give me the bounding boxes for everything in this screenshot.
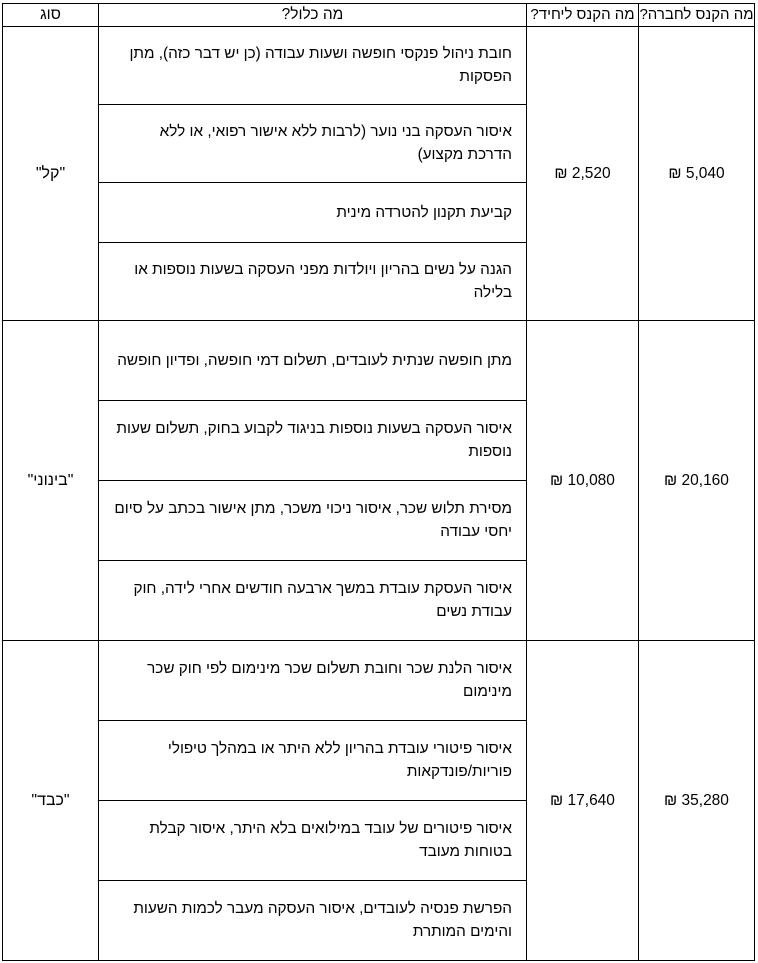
- list-item: איסור העסקה בני נוער (לרבות ללא אישור רפואי, או ללא הדרכת מקצוע): [99, 105, 526, 183]
- list-item: איסור פיטורי עובדת בהריון ללא היתר או במהלך טיפולי פוריות/פונדקאות: [99, 721, 526, 801]
- header-type: סוג: [3, 4, 99, 27]
- table-row: [3, 641, 755, 961]
- individual-fine-medium: 10,080 ₪: [527, 321, 639, 641]
- items-light: [99, 27, 527, 321]
- list-item: איסור העסקת עובדת במשך ארבעה חודשים אחרי לידה, חוק עבודת נשים: [133, 579, 512, 621]
- table-header-row: [3, 4, 755, 27]
- list-item: מתן חופשה שנתית לעובדים, תשלום דמי חופשה, ופדיון חופשה: [99, 321, 526, 401]
- list-item: חובת ניהול פנקסי חופשה ושעות עבודה (כן יש דבר כזה), מתן הפסקות: [99, 27, 526, 105]
- list-item: הגנה על נשים בהריון ויולדות מפני העסקה בשעות נוספות או בלילה: [134, 260, 512, 302]
- list-item: איסור הלנת שכר וחובת תשלום שכר מינימום לפי חוק שכר מינימום: [99, 641, 526, 721]
- header-what-included: מה כלול?: [99, 4, 527, 27]
- company-fine-medium: 20,160 ₪: [639, 321, 755, 641]
- type-heavy: "כבד": [3, 641, 99, 961]
- fines-table: [2, 3, 755, 961]
- list-item: איסור העסקה בשעות נוספות בניגוד לקבוע בחוק, תשלום שעות נוספות: [99, 401, 526, 481]
- table-row: [3, 27, 755, 321]
- items-heavy: [99, 641, 527, 961]
- header-company-fine: מה הקנס לחברה?: [639, 4, 755, 27]
- items-medium: [99, 321, 527, 641]
- list-item: מסירת תלוש שכר, איסור ניכוי משכר, מתן אישור בכתב על סיום יחסי עבודה: [99, 481, 526, 561]
- individual-fine-heavy: 17,640 ₪: [527, 641, 639, 961]
- company-fine-heavy: 35,280 ₪: [639, 641, 755, 961]
- type-light: "קל": [3, 27, 99, 321]
- type-medium: "בינוני": [3, 321, 99, 641]
- table-row: [3, 321, 755, 641]
- company-fine-light: 5,040 ₪: [639, 27, 755, 321]
- document-page: [0, 3, 758, 963]
- list-item: קביעת תקנון להטרדה מינית: [99, 183, 526, 243]
- individual-fine-light: 2,520 ₪: [527, 27, 639, 321]
- list-item: הפרשת פנסיה לעובדים, איסור העסקה מעבר לכמות השעות והימים המותרת: [133, 899, 512, 941]
- list-item: איסור פיטורים של עובד במילואים בלא היתר, איסור קבלת בטוחות מעובד: [99, 801, 526, 881]
- header-individual-fine: מה הקנס ליחיד?: [527, 4, 639, 27]
